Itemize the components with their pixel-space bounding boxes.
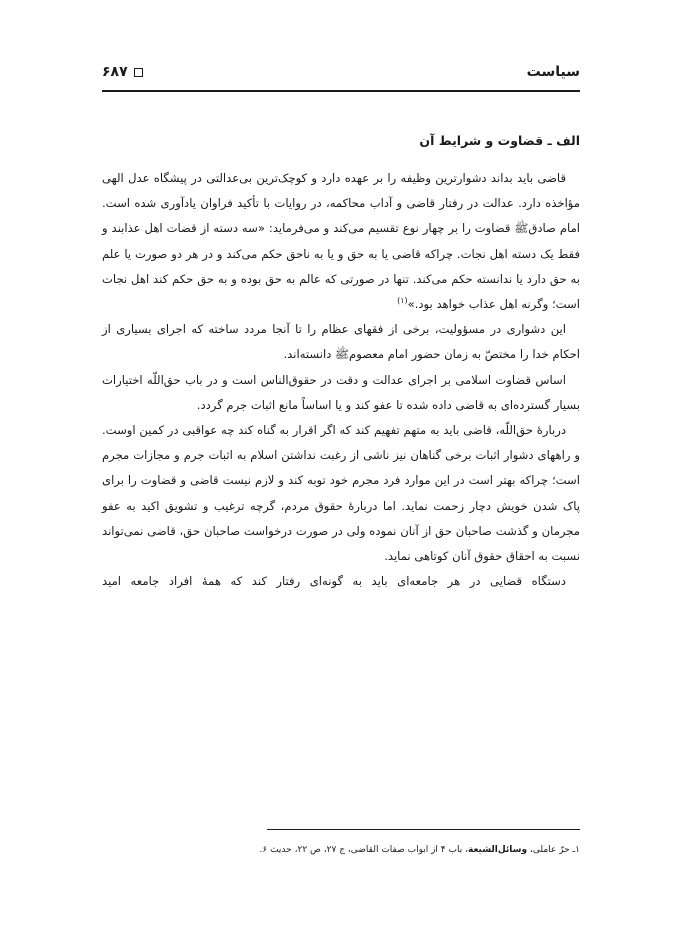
paragraph: اساس قضاوت اسلامی بر اجرای عدالت و دقت در حقوق‌الناس است و در باب حق‌اللّه اختیارات بسیار گسترده‌ای به قاضی داده شده تا عفو کند و یا اساساً مانع اثبات جرم گردد. (102, 372, 580, 412)
paragraph: دربارهٔ حق‌اللّه، قاضی باید به متهم تفهیم کند که اگر اقرار به گناه کند چه عواقبی در کمین اوست. و راههای دشوار اثبات برخی گناهان نیز ناشی از رغبت نداشتن اسلام به اثبات جرم و مجازات مجرم است؛ چراکه بهتر است در این موارد فرد مجرم خود توبه کند و لازم نیست قاضی و قضاوت را برای پاک شدن خویش دچار زحمت نماید. اما دربارهٔ حقوق مردم، گرچه ترغیب و تشویق اکید به عفو مجرمان و گذشت صاحبان حق از آنان نموده ولی در صورت درخواست صاحبان حق، قاضی نمی‌تواند نسبت به احقاق حقوق آنان کوتاهی نماید. (102, 423, 580, 564)
footnote-divider (267, 829, 580, 830)
footnote (102, 842, 580, 858)
page-header (102, 62, 580, 86)
running-title: سیاست (526, 64, 580, 80)
header-divider (102, 90, 580, 92)
main-text (102, 128, 580, 594)
footnote-source-title: وسائل‌الشیعة (468, 845, 528, 855)
square-icon (134, 68, 143, 77)
paragraph (102, 166, 580, 317)
paragraph: این دشواری در مسؤولیت، برخی از فقهای عظام را تا آنجا مردد ساخته که اجرای بسیاری از احکام خدا را مختصّ به زمان حضور امام معصوم‌ﷺ دانسته‌اند. (102, 322, 580, 362)
paragraph: دستگاه قضایی در هر جامعه‌ای باید به گونه‌ای رفتار کند که همهٔ افراد جامعه امید (102, 574, 566, 589)
footnote-reference[interactable]: (۱) (397, 296, 408, 306)
footnote-citation: ، باب ۴ از ابواب صفات القاضی، ج ۲۷، ص ۲۲، حدیث ۶. (259, 845, 468, 855)
section-heading: الف ـ قضاوت و شرایط آن (419, 133, 580, 148)
page-number-group (102, 64, 143, 80)
page-number: ۶۸۷ (102, 64, 128, 80)
footnote-prefix: ۱ـ حرّ عاملی، (527, 845, 580, 855)
paragraph-text: قاضی باید بداند دشوارترین وظیفه را بر عهده دارد و کوچک‌ترین بی‌عدالتی در پیشگاه عدل الهی مؤاخذه دارد. عدالت در رفتار قاضی و آداب محاکمه، در روایات با تأکید فراوان یادآوری شده است. امام صادق‌ﷺ قضاوت را بر چهار نوع تقسیم می‌کند و می‌فرماید: «سه دسته از قضات اهل عذابند و فقط یک دسته اهل نجات. چراکه قاضی یا به حق و یا به ناحق حکم می‌کند و در هر دو صورت یا علم به حق دارد یا ندانسته حکم می‌کند. تنها در صورتی که عالم به حق بوده و به حق حکم کند اهل نجات است؛ وگرنه اهل عذاب خواهد بود.» (102, 171, 580, 312)
